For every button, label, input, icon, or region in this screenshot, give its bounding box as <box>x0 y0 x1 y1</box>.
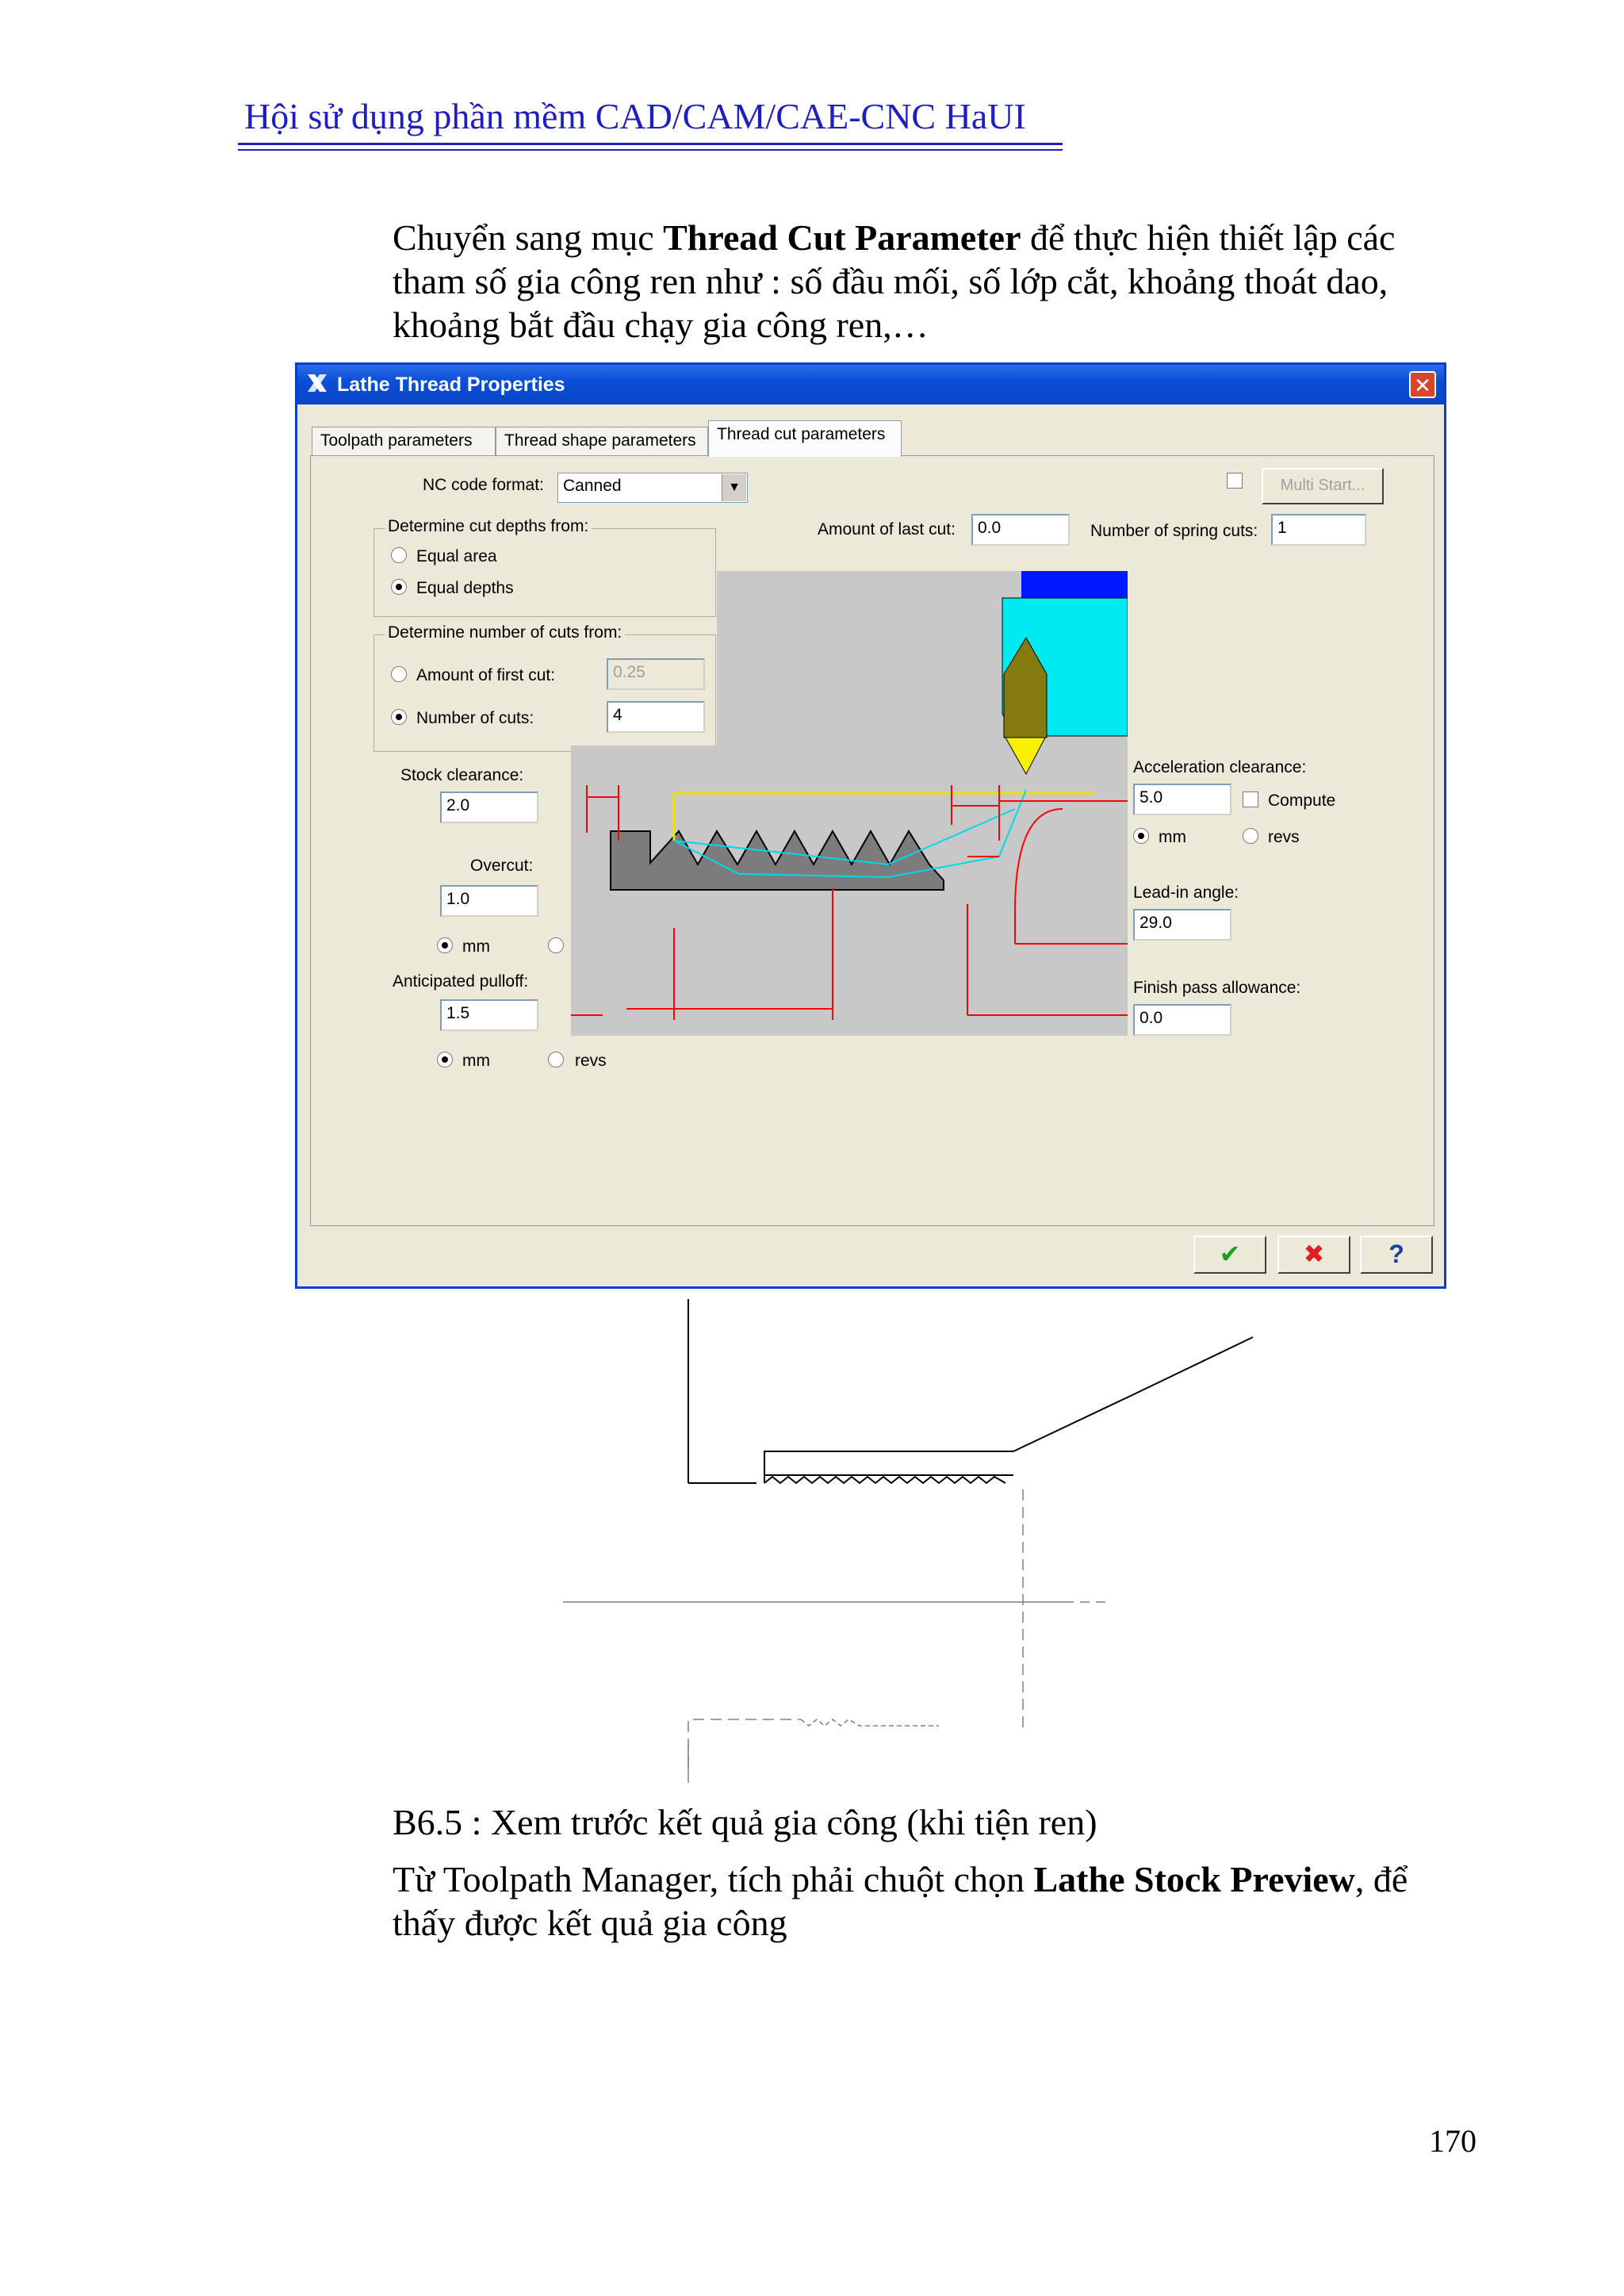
cut-depths-group-title: Determine cut depths from: <box>385 517 592 536</box>
finish-allowance-input[interactable]: 0.0 <box>1133 1004 1231 1036</box>
stock-clearance-input[interactable]: 2.0 <box>440 792 538 823</box>
spring-cuts-input[interactable]: 1 <box>1271 514 1366 546</box>
tab-thread-cut-parameters[interactable]: Thread cut parameters <box>708 420 902 457</box>
spring-cuts-label: Number of spring cuts: <box>1090 522 1258 540</box>
mastercam-x-icon <box>305 371 329 395</box>
pulloff-mm-radio[interactable] <box>437 1052 453 1068</box>
accel-clearance-label: Acceleration clearance: <box>1133 758 1307 776</box>
pulloff-input[interactable]: 1.5 <box>440 999 538 1031</box>
header-rule <box>238 143 1063 145</box>
tab-thread-shape-parameters[interactable]: Thread shape parameters <box>496 427 708 455</box>
intro-line-3: khoảng bắt đầu chạy gia công ren,… <box>393 305 929 345</box>
equal-area-radio[interactable] <box>391 547 407 563</box>
accel-mm-label: mm <box>1159 828 1186 846</box>
close-button[interactable]: ✕ <box>1409 371 1436 398</box>
page-number: 170 <box>1429 2123 1477 2159</box>
ok-button[interactable]: ✔ <box>1193 1236 1266 1274</box>
stock-preview-drawing <box>563 1299 1277 1783</box>
number-of-cuts-radio[interactable] <box>391 709 407 725</box>
amount-first-cut-input[interactable]: 0.25 <box>607 658 705 690</box>
multi-start-checkbox[interactable] <box>1227 473 1243 489</box>
thread-parameter-diagram <box>571 571 1128 1036</box>
nc-code-value: Canned <box>563 477 622 495</box>
equal-area-label: Equal area <box>416 547 497 565</box>
pulloff-mm-label: mm <box>462 1052 490 1070</box>
leadin-angle-label: Lead-in angle: <box>1133 884 1239 902</box>
amount-last-cut-label: Amount of last cut: <box>818 520 956 539</box>
finish-allowance-label: Finish pass allowance: <box>1133 979 1301 997</box>
accel-clearance-input[interactable]: 5.0 <box>1133 784 1231 815</box>
section-line-2: thấy được kết quả gia công <box>393 1903 787 1943</box>
number-of-cuts-label: Number of cuts: <box>416 709 534 727</box>
overcut-label: Overcut: <box>470 857 534 875</box>
tab-toolpath-parameters[interactable]: Toolpath parameters <box>312 427 496 455</box>
amount-first-cut-label: Amount of first cut: <box>416 666 556 684</box>
header-rule-thin <box>238 149 1063 151</box>
overcut-mm-radio[interactable] <box>437 937 453 953</box>
intro-line-1: Chuyển sang mục Thread Cut Parameter để thực hiện thiết lập các <box>393 217 1396 258</box>
pulloff-revs-label: revs <box>575 1052 607 1070</box>
overcut-input[interactable]: 1.0 <box>440 885 538 917</box>
multi-start-button[interactable]: Multi Start... <box>1262 468 1384 504</box>
pulloff-label: Anticipated pulloff: <box>393 972 529 991</box>
compute-checkbox[interactable] <box>1243 792 1258 807</box>
nc-code-label: NC code format: <box>423 476 544 494</box>
nc-code-select[interactable] <box>557 473 748 503</box>
section-line-1: Từ Toolpath Manager, tích phải chuột chọn Lathe Stock Preview, để <box>393 1859 1408 1899</box>
document-header: Hội sử dụng phần mềm CAD/CAM/CAE-CNC HaUI <box>244 96 1026 136</box>
equal-depths-radio[interactable] <box>391 579 407 595</box>
overcut-revs-radio[interactable] <box>548 937 564 953</box>
num-cuts-group-title: Determine number of cuts from: <box>385 623 625 642</box>
amount-first-cut-radio[interactable] <box>391 666 407 682</box>
chevron-down-icon: ▼ <box>722 474 746 501</box>
title-bar <box>297 365 1444 404</box>
accel-mm-radio[interactable] <box>1133 828 1149 844</box>
pulloff-revs-radio[interactable] <box>548 1052 564 1068</box>
accel-revs-label: revs <box>1268 828 1300 846</box>
compute-label: Compute <box>1268 792 1336 810</box>
stock-clearance-label: Stock clearance: <box>400 766 524 784</box>
amount-last-cut-input[interactable]: 0.0 <box>971 514 1070 546</box>
number-of-cuts-input[interactable]: 4 <box>607 701 705 733</box>
intro-line-2: tham số gia công ren như : số đầu mối, số lớp cắt, khoảng thoát dao, <box>393 261 1388 301</box>
leadin-angle-input[interactable]: 29.0 <box>1133 909 1231 941</box>
cancel-button[interactable]: ✖ <box>1277 1236 1350 1274</box>
help-button[interactable]: ? <box>1360 1236 1433 1274</box>
overcut-mm-label: mm <box>462 937 490 956</box>
equal-depths-label: Equal depths <box>416 579 514 597</box>
dialog-title: Lathe Thread Properties <box>337 374 565 396</box>
accel-revs-radio[interactable] <box>1243 828 1258 844</box>
section-heading: B6.5 : Xem trước kết quả gia công (khi tiện ren) <box>393 1802 1097 1842</box>
